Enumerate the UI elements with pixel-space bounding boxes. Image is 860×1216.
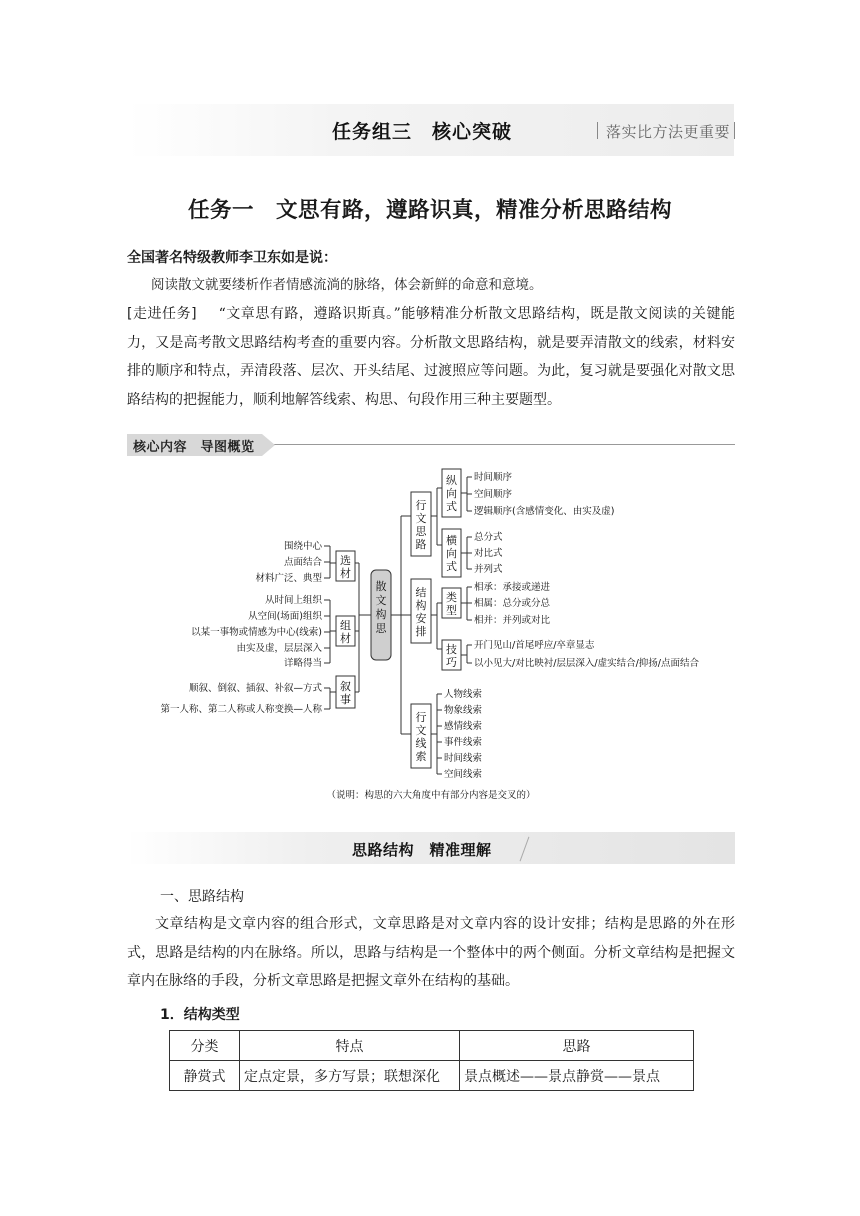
node-jiqiao [446, 642, 457, 669]
lbl-zx-char: 纵 [446, 474, 457, 487]
table-header-cell: 特点 [240, 1031, 460, 1061]
node-leixing [446, 590, 457, 617]
table-header-cell: 分类 [170, 1031, 240, 1061]
intro-tag: [走进任务] [127, 306, 197, 322]
right-item: 事件线索 [444, 737, 483, 748]
node-hengxiang [446, 533, 457, 573]
lbl-lx-char: 型 [446, 604, 457, 617]
band-slash [520, 837, 530, 862]
section-paragraph: 文章结构是文章内容的组合形式，文章思路是对文章内容的设计安排；结构是思路的外在形式，思路是结构的内在脉络。所以，思路与结构是一个整体中的两个侧面。分析文章结构是把握文章内在脉络的手段，分析文章思路是把握文章外在结构的基础。 [127, 916, 735, 989]
center-label-char: 构 [375, 608, 387, 621]
node-xuancai [340, 553, 351, 580]
mind-map-note: （说明：构思的六大角度中有部分内容是交叉的） [326, 790, 536, 801]
right-item: 时间线索 [444, 753, 483, 764]
right-item: 感情线索 [444, 721, 483, 732]
lbl-xushi-char: 叙 [340, 680, 351, 693]
left-item: 从时间上组织 [264, 595, 322, 606]
right-item: 物象线索 [444, 705, 483, 716]
intro-text: “文章思有路，遵路识斯真。”能够精准分析散文思路结构，既是散文阅读的关键能力，又是高考散文思路结构考查的重要内容。分析散文思路结构，就是要弄清散文的线索，材料安排的顺序和特点，弄清段落、层次、开头结尾、过渡照应等问题。为此，复习就是要强化对散文思路结构的把握能力，顺利地解答线索、构思、句段作用三种主要题型。 [127, 306, 735, 408]
lbl-xs-char: 文 [415, 724, 427, 737]
left-item: 以某一事物或情感为中心(线索) [191, 627, 322, 638]
right-item: 逻辑顺序(含感情变化、由实及虚) [474, 506, 615, 517]
mind-map [127, 466, 735, 806]
lbl-jg-char: 排 [415, 625, 427, 638]
left-item: 第一人称、第二人称或人称变换—人称 [160, 704, 322, 715]
section-band [127, 832, 735, 864]
lbl-zucai-char: 材 [340, 632, 351, 645]
strip-label: 核心内容 导图概览 [133, 440, 255, 455]
lbl-sl-char: 思 [415, 525, 427, 538]
chapter-banner [127, 104, 734, 156]
lbl-xs-char: 线 [415, 737, 427, 750]
table-row [170, 1061, 694, 1091]
lbl-hx-char: 横 [446, 534, 457, 547]
lbl-sl-char: 路 [415, 538, 427, 551]
lbl-jq-char: 技 [446, 643, 457, 656]
node-zucai [340, 619, 351, 645]
right-item: 时间顺序 [474, 472, 513, 483]
band-label: 思路结构 精准理解 [352, 841, 492, 859]
table-header-cell: 思路 [460, 1031, 694, 1061]
left-item: 详略得当 [283, 658, 322, 669]
chapter-subtitle: 落实比方法更重要 [605, 123, 730, 141]
left-item: 材料广泛、典型 [255, 573, 322, 584]
right-items [444, 471, 700, 780]
lbl-xushi-char: 事 [340, 693, 351, 706]
left-item: 从空间(场面)组织 [248, 611, 322, 622]
right-item: 以小见大/对比映衬/层层深入/虚实结合/抑扬/点面结合 [474, 658, 700, 669]
lbl-xs-char: 索 [415, 750, 427, 763]
node-zongxiang [446, 473, 457, 513]
lbl-jg-char: 构 [415, 599, 427, 612]
table-cell: 定点定景，多方写景；联想深化 [240, 1061, 460, 1091]
right-item: 并列式 [474, 564, 503, 575]
right-item: 相并：并列或对比 [474, 615, 551, 626]
left-item: 围绕中心 [283, 541, 322, 552]
quote-intro: 全国著名特级教师李卫东如是说： [127, 250, 337, 266]
node-jiegou-anpai [416, 585, 427, 638]
lbl-xuancai-char: 材 [340, 567, 351, 580]
structure-types-table [169, 1030, 694, 1091]
center-label-char: 思 [375, 622, 387, 635]
section-strip [127, 434, 735, 456]
lbl-jg-char: 安 [415, 612, 427, 625]
lbl-xuancai-char: 选 [340, 554, 351, 567]
right-item: 对比式 [474, 548, 503, 559]
quote-text: 阅读散文就要缕析作者情感流淌的脉络，体会新鲜的命意和意境。 [151, 277, 543, 293]
right-item: 空间线索 [444, 769, 483, 780]
subsection-heading: 1．结构类型 [160, 1007, 240, 1023]
lbl-zx-char: 向 [446, 487, 457, 500]
lbl-zucai-char: 组 [340, 619, 351, 632]
mind-map-svg [127, 466, 735, 806]
lbl-hx-char: 式 [446, 560, 457, 573]
table-cell: 景点概述——景点静赏——景点 [460, 1061, 694, 1091]
lbl-lx-char: 类 [446, 591, 457, 604]
node-xingwen-xiansuo [416, 711, 427, 763]
left-item: 顺叙、倒叙、插叙、补叙—方式 [188, 683, 322, 694]
lbl-zx-char: 式 [446, 500, 457, 513]
right-item: 相属：总分或分总 [474, 598, 551, 609]
intro-paragraph [127, 300, 735, 414]
table-header-row [170, 1031, 694, 1061]
table-cell: 静赏式 [170, 1061, 240, 1091]
node-xushi [340, 680, 351, 706]
lbl-jq-char: 巧 [446, 656, 457, 669]
left-items [160, 540, 322, 715]
lbl-sl-char: 文 [415, 512, 427, 525]
center-label-char: 文 [375, 594, 387, 607]
right-item: 总分式 [474, 532, 503, 543]
task-title: 任务一 文思有路，遵路识真，精准分析思路结构 [187, 198, 672, 223]
section-heading: 一、思路结构 [160, 889, 244, 905]
right-item: 人物线索 [444, 689, 483, 700]
center-label-char: 散 [375, 580, 387, 593]
lbl-jg-char: 结 [415, 586, 427, 599]
right-item: 空间顺序 [474, 489, 513, 500]
lbl-xs-char: 行 [415, 711, 427, 724]
lbl-sl-char: 行 [415, 499, 427, 512]
right-item: 开门见山/首尾呼应/卒章显志 [474, 640, 595, 651]
right-item: 相承：承接或递进 [474, 582, 551, 593]
chapter-title: 任务组三 核心突破 [332, 121, 513, 143]
left-item: 点面结合 [283, 557, 322, 568]
left-item: 由实及虚，层层深入 [236, 643, 322, 654]
node-xingwen-silu [416, 499, 428, 551]
lbl-hx-char: 向 [446, 547, 457, 560]
